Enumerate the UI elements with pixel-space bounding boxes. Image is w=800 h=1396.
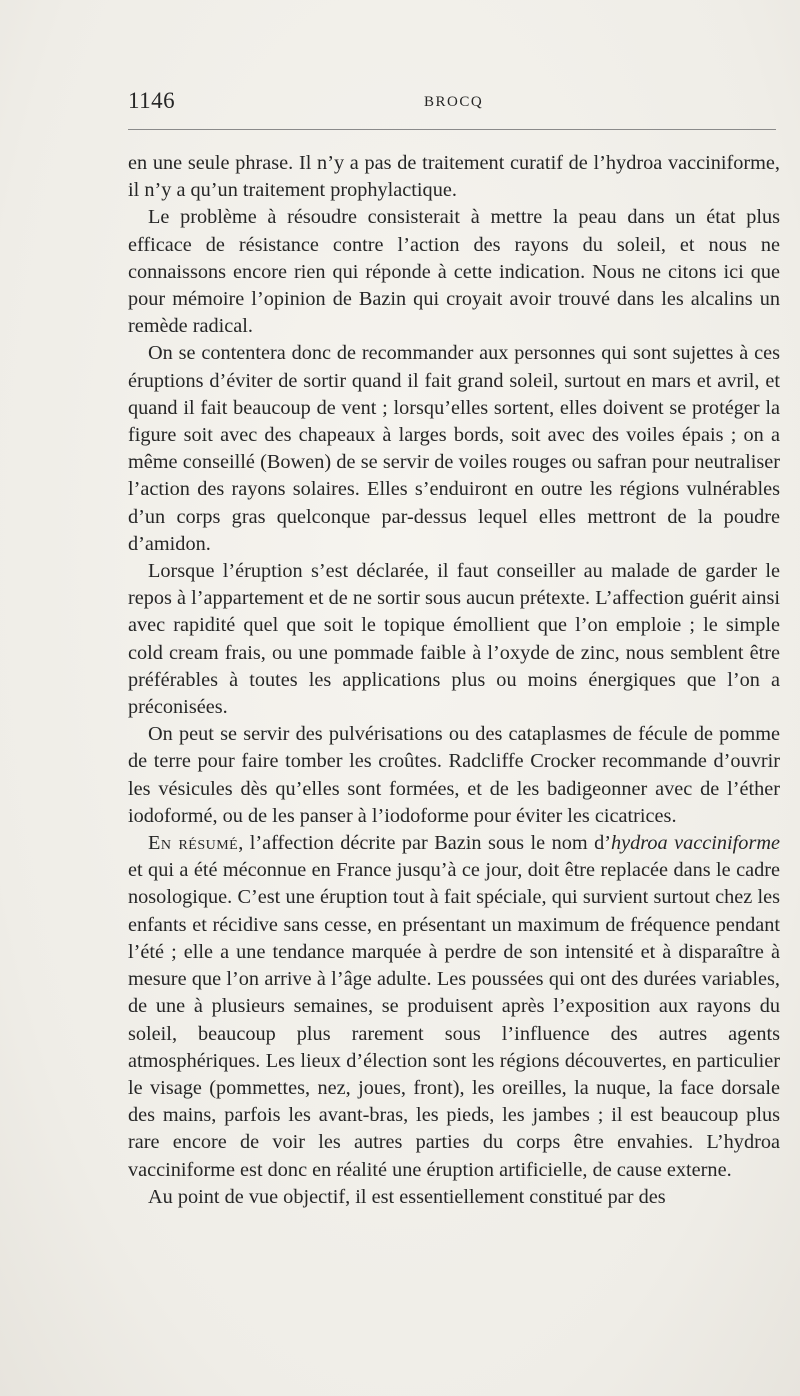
running-head: BROCQ	[424, 94, 484, 110]
text-run: Le problème à résoudre consisterait à mettre la peau dans un état plus efficace de résistance contre l’action des rayons du soleil, et nous ne connaissons encore rien qui réponde à cette indication. Nous ne citons ici que pour mémoire l’opinion de Bazin qui croyait avoir trouvé dans les alcalins un remède radical.	[128, 206, 780, 338]
body-text	[128, 150, 780, 1211]
text-run: en une seule phrase. Il n’y a pas de traitement curatif de l’hydroa vacciniforme, il n’y a qu’un traitement prophylactique.	[128, 152, 780, 202]
paragraph	[128, 721, 780, 830]
italic-term: hydroa vacciniforme	[610, 832, 780, 855]
text-run: On se contentera donc de recommander aux personnes qui sont sujettes à ces éruptions d’éviter de sortir quand il fait grand soleil, surtout en mars et avril, et quand il fait beaucoup de vent ; lorsqu’elles sortent, elles doivent se protéger la figure soit avec des chapeaux à larges bords, soit avec des voiles épais ; on a même conseillé (Bowen) de se servir de voiles rouges ou safran pour neutraliser l’action des rayons solaires. Elles s’enduiront en outre les régions vulnérables d’un corps gras quelconque par-dessus lequel elles mettront de la poudre d’amidon.	[128, 342, 780, 555]
paragraph	[128, 1184, 780, 1211]
paragraph	[128, 340, 780, 558]
text-run: Au point de vue objectif, il est essentiellement constitué par des	[148, 1185, 666, 1208]
text-run: On peut se servir des pulvérisations ou des cataplasmes de fécule de pomme de terre pour faire tomber les croûtes. Radcliffe Crocker recommande d’ouvrir les vésicules dès qu’elles sont formées, et de les badigeonner avec de l’éther iodoformé, ou de les panser à l’iodoforme pour éviter les cicatrices.	[128, 723, 780, 827]
text-run: , l’affection décrite par Bazin sous le nom d’	[238, 832, 611, 855]
text-run: Lorsque l’éruption s’est déclarée, il faut conseiller au malade de garder le repos à l’appartement et de ne sortir sous aucun prétexte. L’affection guérit ainsi avec rapidité quel que soit le topique émollient que l’on emploie ; le simple cold cream frais, ou une pommade faible à l’oxyde de zinc, nous semblent être préférables à toutes les applications plus ou moins énergiques que l’on a préconisées.	[128, 560, 780, 719]
smallcaps-lead: En résumé	[148, 832, 239, 855]
text-run: et qui a été méconnue en France jusqu’à ce jour, doit être replacée dans le cadre nosologique. C’est une éruption tout à fait spéciale, qui survient surtout chez les enfants et récidive sans cesse, en présentant un maximum de fréquence pendant l’été ; elle a une tendance marquée à perdre de son intensité et à disparaître à mesure que l’on arrive à l’âge adulte. Les poussées qui ont des durées variables, de une à plusieurs semaines, se produisent après l’exposition aux rayons du soleil, beaucoup plus rarement sous l’influence des autres agents atmosphériques. Les lieux d’élection sont les régions découvertes, en particulier le visage (pommettes, nez, joues, front), les oreilles, la nuque, la face dorsale des mains, parfois les avant-bras, les pieds, les jambes ; il est beaucoup plus rare encore de voir les autres parties du corps être envahies. L’hydroa vacciniforme est donc en réalité une éruption artificielle, de cause externe.	[128, 859, 780, 1181]
paragraph	[128, 150, 780, 204]
header-rule	[128, 129, 776, 130]
paragraph	[128, 204, 780, 340]
paragraph	[128, 830, 780, 1184]
page-number: 1146	[128, 88, 176, 113]
paragraph	[128, 558, 780, 721]
page-header	[128, 88, 780, 118]
